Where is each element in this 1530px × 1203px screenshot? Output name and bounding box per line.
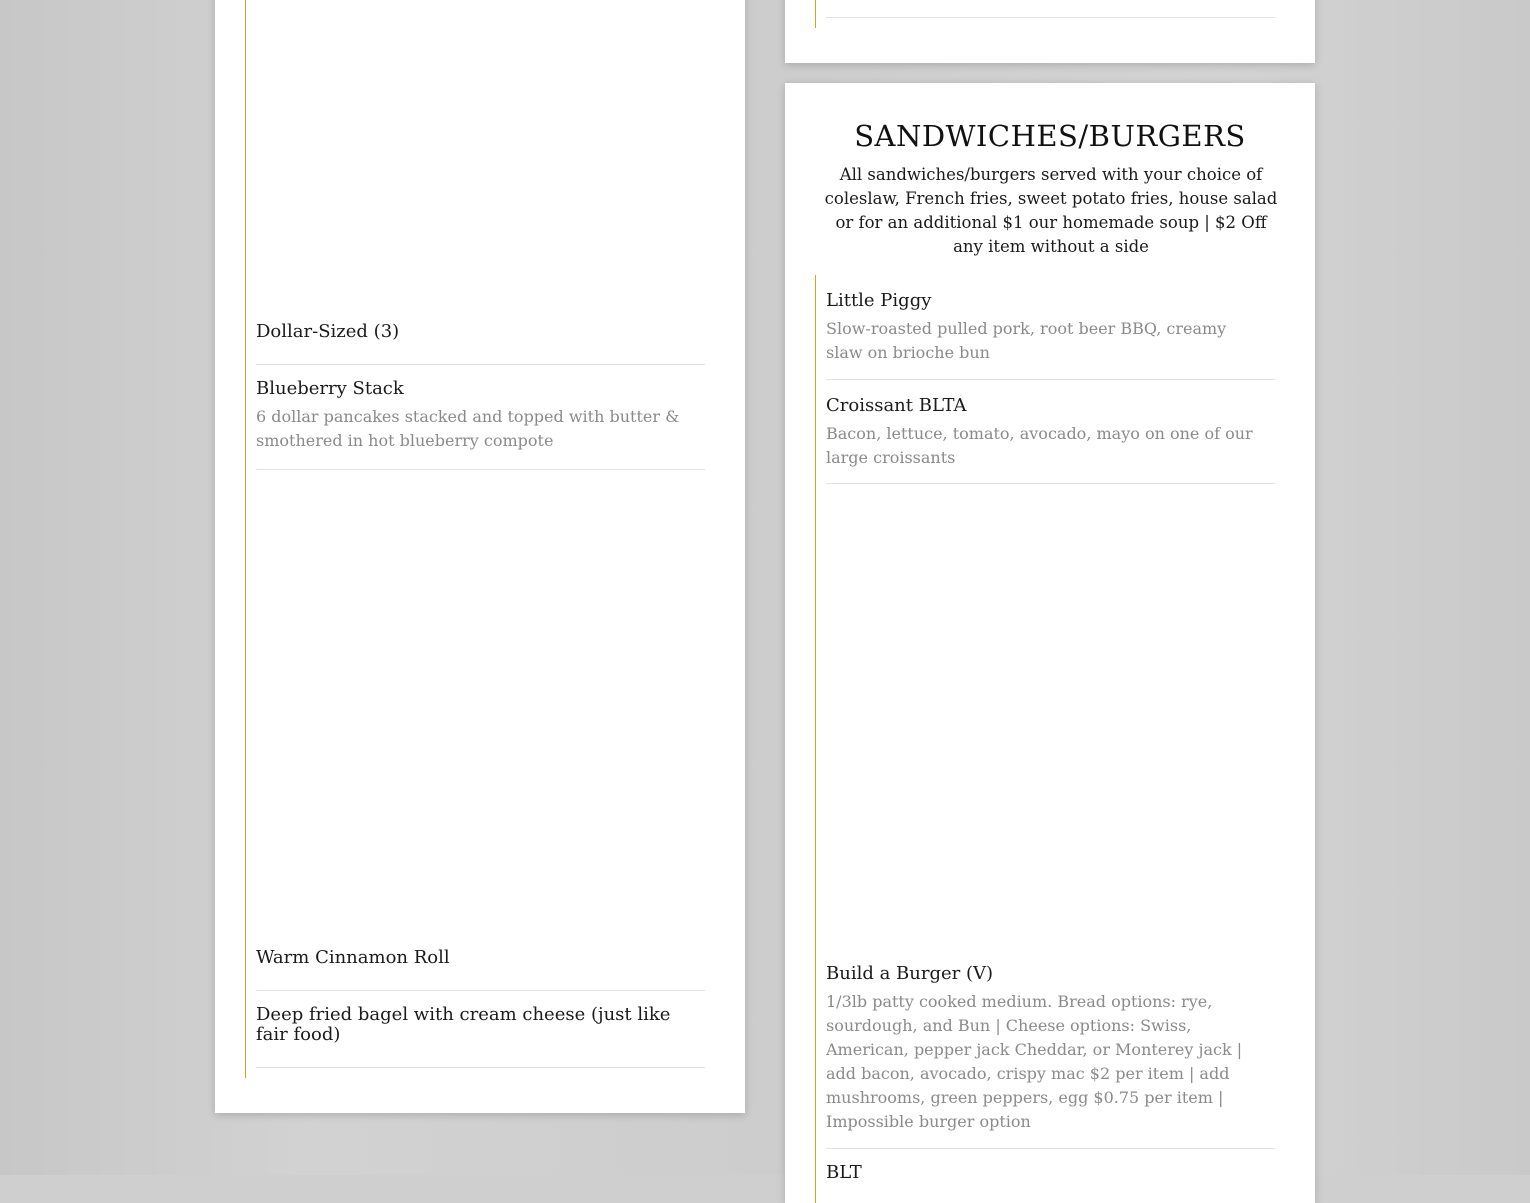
menu-item [256, 948, 705, 991]
menu-item-name: Build a Burger (V) [826, 963, 994, 984]
section-title: SANDWICHES/BURGERS [854, 119, 1246, 153]
menu-item-description: Slow-roasted pulled pork, root beer BBQ, creamy slaw on brioche bun [826, 319, 1227, 362]
menu-item-name: Little Piggy [826, 290, 932, 311]
menu-item [826, 291, 1275, 380]
menu-item [826, 396, 1275, 484]
menu-card-previous-section [785, 0, 1315, 63]
accent-rule [245, 0, 246, 1078]
accent-rule [815, 0, 816, 28]
menu-item [826, 1163, 1275, 1203]
menu-card-left [215, 0, 745, 1113]
menu-item-name: BLT [826, 1162, 862, 1183]
menu-item [256, 379, 705, 470]
menu-card-sandwiches-burgers [785, 83, 1315, 1203]
menu-item-description: 1/3lb patty cooked medium. Bread options: rye, sourdough, and Bun | Cheese options: Swiss, American, pepper jack Cheddar, or Monterey jack | add bacon, avocado, crispy mac $2 per item | add mushrooms, green peppers, egg $0.75 per item | Impossible burger option [826, 992, 1243, 1131]
menu-item [826, 964, 1275, 1149]
menu-item-name: Warm Cinnamon Roll [256, 947, 450, 968]
menu-item-name: Croissant BLTA [826, 395, 967, 416]
menu-item [256, 322, 705, 365]
menu-item [256, 1005, 705, 1068]
menu-item-name: Deep fried bagel with cream cheese (just like fair food) [256, 1004, 671, 1045]
menu-item-description: 6 dollar pancakes stacked and topped with butter & smothered in hot blueberry compote [256, 407, 680, 450]
accent-rule [815, 275, 816, 1203]
menu-item-description: Bacon, lettuce, tomato, avocado, mayo on one of our large croissants [826, 424, 1253, 467]
section-note: All sandwiches/burgers served with your choice of coleslaw, French fries, sweet potato fries, house salad or for an additional $1 our homemade soup | $2 Off any item without a side [824, 165, 1278, 256]
item-divider [826, 17, 1275, 18]
menu-item-name: Blueberry Stack [256, 378, 404, 399]
menu-item-name: Dollar-Sized (3) [256, 321, 400, 342]
